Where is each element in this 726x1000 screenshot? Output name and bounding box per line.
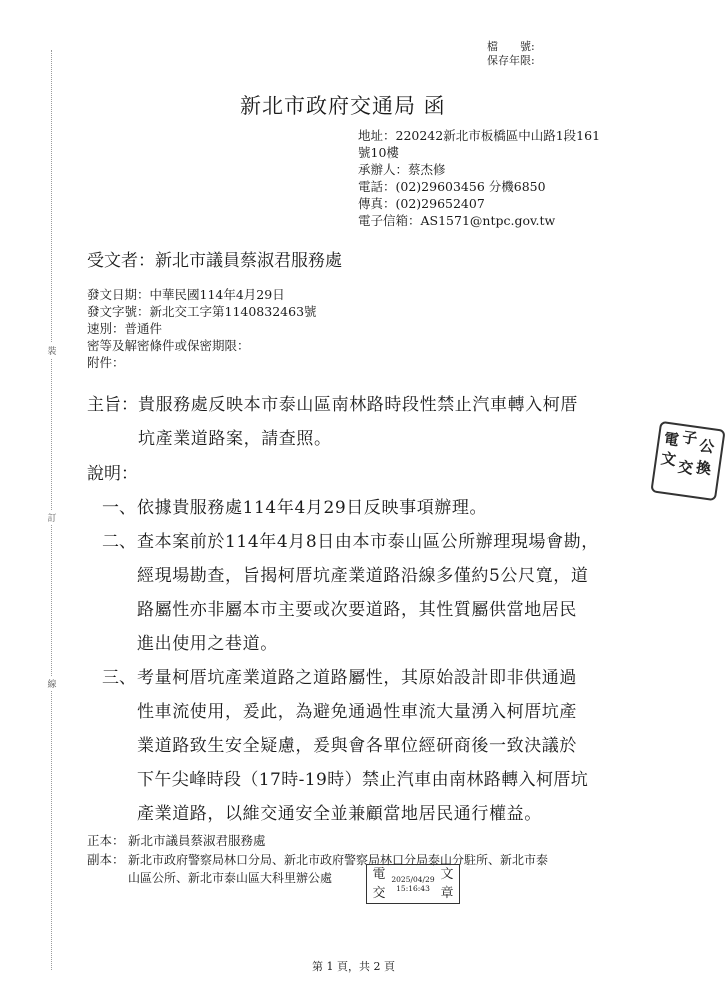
- copy-recipient-label: 副本：: [87, 852, 125, 867]
- seal-time: 15:16:43: [396, 884, 430, 893]
- subject-line-1: 貴服務處反映本市泰山區南林路時段性禁止汽車轉入柯厝: [138, 395, 578, 415]
- speed-class: 速別：普通件: [87, 321, 163, 336]
- phone: 電話：(02)29603456 分機6850: [358, 179, 546, 194]
- item-line: 性車流使用，爰此，為避免通過性車流大量湧入柯厝坑產: [137, 702, 577, 722]
- seal-char: 交: [372, 886, 386, 901]
- seal-timestamp: [391, 865, 435, 903]
- item-line: 下午尖峰時段（17時-19時）禁止汽車由南林路轉入柯厝坑: [137, 770, 589, 790]
- item-line: 查本案前於114年4月8日由本市泰山區公所辦理現場會勘，: [137, 532, 599, 552]
- secrecy-level: 密等及解密條件或保密期限：: [87, 338, 250, 353]
- seal-char: 電: [372, 867, 386, 882]
- stamp-char: 子: [681, 428, 699, 448]
- handler: 承辦人：蔡杰修: [358, 162, 446, 177]
- binding-mark-zhuang: 裝: [46, 343, 58, 358]
- item-line: 考量柯厝坑產業道路之道路屬性，其原始設計即非供通過: [137, 668, 577, 688]
- copy-recipients-line-1: 新北市政府警察局林口分局、新北市政府警察局林口分局泰山分駐所、新北市泰: [128, 853, 549, 867]
- address-line-2: 號10樓: [358, 145, 399, 160]
- item-number: 一、: [102, 498, 136, 518]
- copy-recipients-line-2: 山區公所、新北市泰山區大科里辦公處: [128, 871, 333, 885]
- file-number-label: 檔 號:: [487, 40, 535, 53]
- stamp-char: 換: [694, 458, 713, 479]
- item-number: 三、: [102, 668, 136, 688]
- fax: 傳真：(02)29652407: [358, 196, 485, 211]
- stamp-char: 文: [659, 449, 678, 470]
- retention-period-label: 保存年限:: [487, 54, 535, 67]
- document-number: 發文字號：新北交工字第1140832463號: [87, 304, 317, 319]
- seal-date: 2025/04/29: [391, 875, 435, 884]
- subject-label: 主旨：: [87, 395, 138, 415]
- attachment: 附件：: [87, 355, 125, 370]
- email: 電子信箱：AS1571@ntpc.gov.tw: [358, 213, 556, 228]
- item-line: 產業道路，以維交通安全並兼顧當地居民通行權益。: [137, 804, 542, 824]
- binding-mark-xian: 線: [46, 676, 58, 691]
- item-line: 依據貴服務處114年4月29日反映事項辦理。: [137, 498, 488, 518]
- binding-mark-ding: 訂: [46, 510, 58, 525]
- stamp-char: 交: [676, 457, 695, 478]
- seal-char: 章: [440, 886, 454, 901]
- item-number: 二、: [102, 532, 136, 552]
- original-recipient: 新北市議員蔡淑君服務處: [128, 833, 266, 848]
- item-line: 經現場勘查，旨揭柯厝坑產業道路沿線多僅約5公尺寬，道: [137, 566, 589, 586]
- explanation-label: 說明：: [87, 464, 138, 484]
- issue-date: 發文日期：中華民國114年4月29日: [87, 287, 285, 302]
- address-line-1: 地址：220242新北市板橋區中山路1段161: [358, 128, 601, 143]
- item-line: 業道路致生安全疑慮，爰與會各單位經研商後一致決議於: [137, 736, 577, 756]
- stamp-char: 電: [662, 429, 681, 450]
- subject-line-2: 坑產業道路案，請查照。: [138, 429, 332, 449]
- electronic-exchange-stamp: [650, 421, 725, 501]
- original-recipient-label: 正本：: [87, 833, 125, 848]
- item-line: 進出使用之巷道。: [137, 634, 278, 654]
- stamp-char: 公: [698, 436, 716, 457]
- page-number: 第 1 頁，共 2 頁: [312, 960, 395, 973]
- electronic-document-seal: [366, 864, 460, 904]
- item-line: 路屬性亦非屬本市主要或次要道路，其性質屬供當地居民: [137, 600, 577, 620]
- recipient: 受文者：新北市議員蔡淑君服務處: [87, 251, 342, 271]
- seal-char: 文: [440, 867, 454, 882]
- document-title: 新北市政府交通局 函: [240, 94, 446, 118]
